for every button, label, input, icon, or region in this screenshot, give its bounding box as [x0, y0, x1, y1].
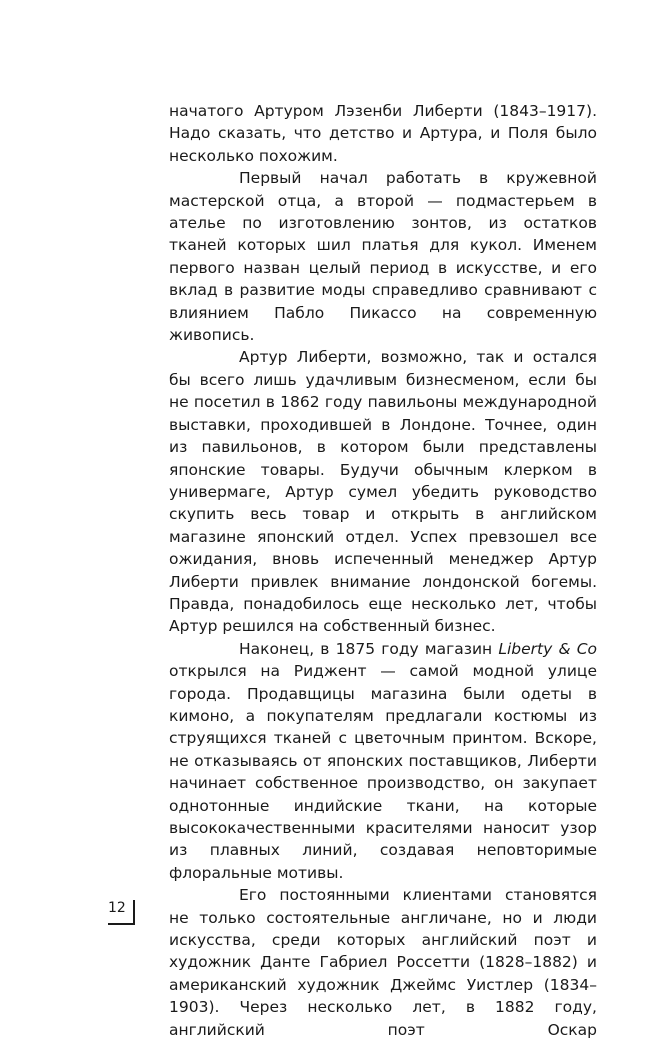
paragraph-5: Его постоянными клиентами становятся не только состоятельные англичане, но и люди искусства, среди которых английский поэт и художник Данте Габриел Россетти (1828–1882) и американский художник Джеймс Уистлер (1834–1903). Через несколько лет, в 1882 году, английский поэт Оскар [169, 886, 597, 1039]
paragraph-1: начатого Артуром Лэзенби Либерти (1843–1917). Надо сказать, что детство и Артура, и Поля было несколько похожим. [169, 102, 597, 165]
brand-name: Liberty & Co [498, 639, 597, 658]
paragraph-2: Первый начал работать в кружевной мастерской отца, а второй — подмастерьем в ателье по изготовлению зонтов, из остатков тканей которых шил платья для кукол. Именем первого назван целый период в искусстве, и его вклад в развитие моды справедливо сравнивают с влиянием Пабло Пикассо на современную живопись. [169, 169, 597, 345]
page-number-vertical-rule [133, 900, 135, 924]
paragraph-4 [169, 638, 597, 884]
page-number-horizontal-rule [108, 923, 135, 925]
paragraph-3: Артур Либерти, возможно, так и остался бы всего лишь удачливым бизнесменом, если бы не посетил в 1862 году павильоны международной выставки, проходившей в Лондоне. Точнее, один из павильонов, в котором были представлены японские товары. Будучи обычным клерком в универмаге, Артур сумел убедить руководство скупить весь товар и открыть в английском магазине японский отдел. Успех превзошел все ожидания, вновь испеченный менеджер Артур Либерти привлек внимание лондонской богемы. Правда, понадобилось еще несколько лет, чтобы Артур решился на собственный бизнес. [169, 348, 597, 636]
paragraph-4-rest: открылся на Риджент — самой модной улице города. Продавщицы магазина были одеты в кимоно, а покупателям предлагали костюмы из струящихся тканей с цветочным принтом. Вскоре, не отказываясь от японских поставщиков, Либерти начинает собственное производство, он закупает однотонные индийские ткани, на которые высококачественными красителями наносит узор из плавных линий, создавая неповторимые флоральные мотивы. [169, 662, 597, 882]
body-text [169, 100, 597, 1041]
page-number: 12 [108, 900, 126, 916]
paragraph-4-start: Наконец, в 1875 году магазин [239, 639, 499, 658]
